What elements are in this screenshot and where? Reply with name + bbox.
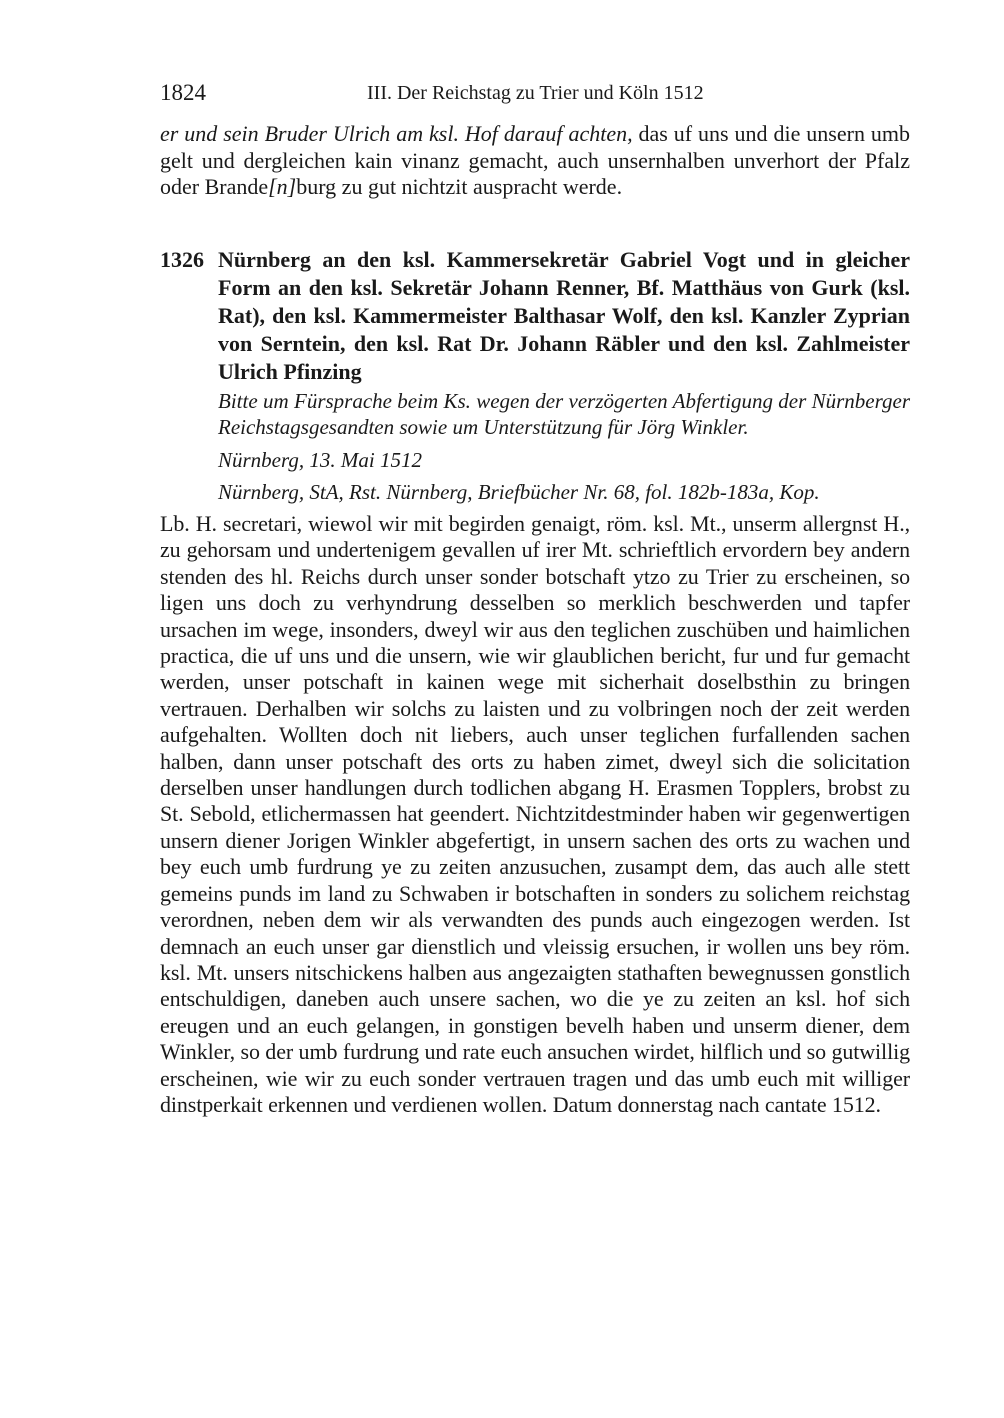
running-head — [160, 80, 910, 108]
document-body: Lb. H. secretari, wiewol wir mit begirden genaigt, röm. ksl. Mt., unserm allergnst H., zu gehorsam und undertenigem gevallen uf irer Mt. schrieftlich ervordern bey andern stenden des hl. Reichs durch unser sonder botschaft ytzo zu Trier zu erscheinen, so ligen uns doch zu verhyndrung desselben so merklich beschwerden und tapfer ursachen im wege, insonders, dweyl wir aus den teglichen zuschüben und haimlichen practica, die uf uns und die unsern, wie wir glaublichen bericht, fur und fur gemacht werden, unser potschaft in kainen wege mit sicherhait doselbsthin zu bringen vertrauen. Derhalben wir solchs zu laisten und zu volbringen noch der zeit werden aufgehalten. Wollten doch nit liebers, auch unser teglichen furfallenden sachen halben, dann unser potschaft des orts zu haben zimet, dweyl sich die solicitation derselben unser handlungen durch todlichen abgang H. Erasmen Topplers, brobst zu St. Sebold, etlichermassen hat geendert. Nichtzitdestminder haben wir gegenwertigen unsern diener Jorigen Winkler abgefertigt, in unsern sachen des orts zu wachen und bey euch umb furdrung ye zu zeiten anzusuchen, zusampt dem, das auch alle stett gemeins punds im land zu Schwaben ir botschaften in sonders zu solichem reichstag verordnen, neben dem wir als verwandten des punds auch eingezogen werden. Ist demnach an euch unser gar dienstlich und vleissig ersuchen, ir wollen uns bey röm. ksl. Mt. unsers nitschickens halben aus angezaigten stathaften bewegnussen gonstlich entschuldigen, daneben auch unsere sachen, wo die ye zu zeiten an ksl. hof sich ereugen und an euch gelangen, in gonstigen bevelh haben und unserm diener, dem Winkler, so der umb furdrung und rate euch ansuchen wirdet, hilflich und so gutwillig erscheinen, wie wir zu euch sonder vertrauen tragen und das umb euch mit williger dinstperkait erkennen und verdienen wollen. Datum donnerstag nach cantate 1512. — [160, 511, 910, 1117]
carry-over-paragraph — [160, 121, 910, 201]
document-number: 1326 — [160, 247, 204, 272]
carry-over-editorial-insert: [n] — [268, 174, 297, 200]
document-source: Nürnberg, StA, Rst. Nürnberg, Briefbücher Nr. 68, fol. 182b-183a, Kop. — [218, 480, 820, 504]
page-number: 1824 — [160, 80, 206, 105]
carry-over-text-2: burg zu gut nichtzit auspracht werde. — [296, 174, 623, 200]
document-place-date: Nürnberg, 13. Mai 1512 — [218, 448, 422, 472]
document-summary: Bitte um Fürsprache beim Ks. wegen der verzögerten Abfertigung der Nürnberger Reichstagsgesandten sowie um Unterstützung für Jörg Winkler. — [218, 389, 910, 439]
carry-over-italic-lead: er und sein Bruder Ulrich am ksl. Hof darauf achten, — [160, 121, 633, 146]
running-title: III. Der Reichstag zu Trier und Köln 1512 — [367, 82, 704, 104]
document-heading: Nürnberg an den ksl. Kammersekretär Gabriel Vogt und in gleicher Form an den ksl. Sekretär Johann Renner, Bf. Matthäus von Gurk (ksl. Rat), den ksl. Kammermeister Balthasar Wolf, den ksl. Kanzler Zyprian von Serntein, den ksl. Rat Dr. Johann Räbler und den ksl. Zahlmeister Ulrich Pfinzing — [218, 247, 910, 384]
carry-over-text-1: das uf uns und die unsern umb gelt und dergleichen kain vinanz gemacht, auch unsernhalben unverhort der Pfalz oder Brande — [160, 121, 910, 200]
